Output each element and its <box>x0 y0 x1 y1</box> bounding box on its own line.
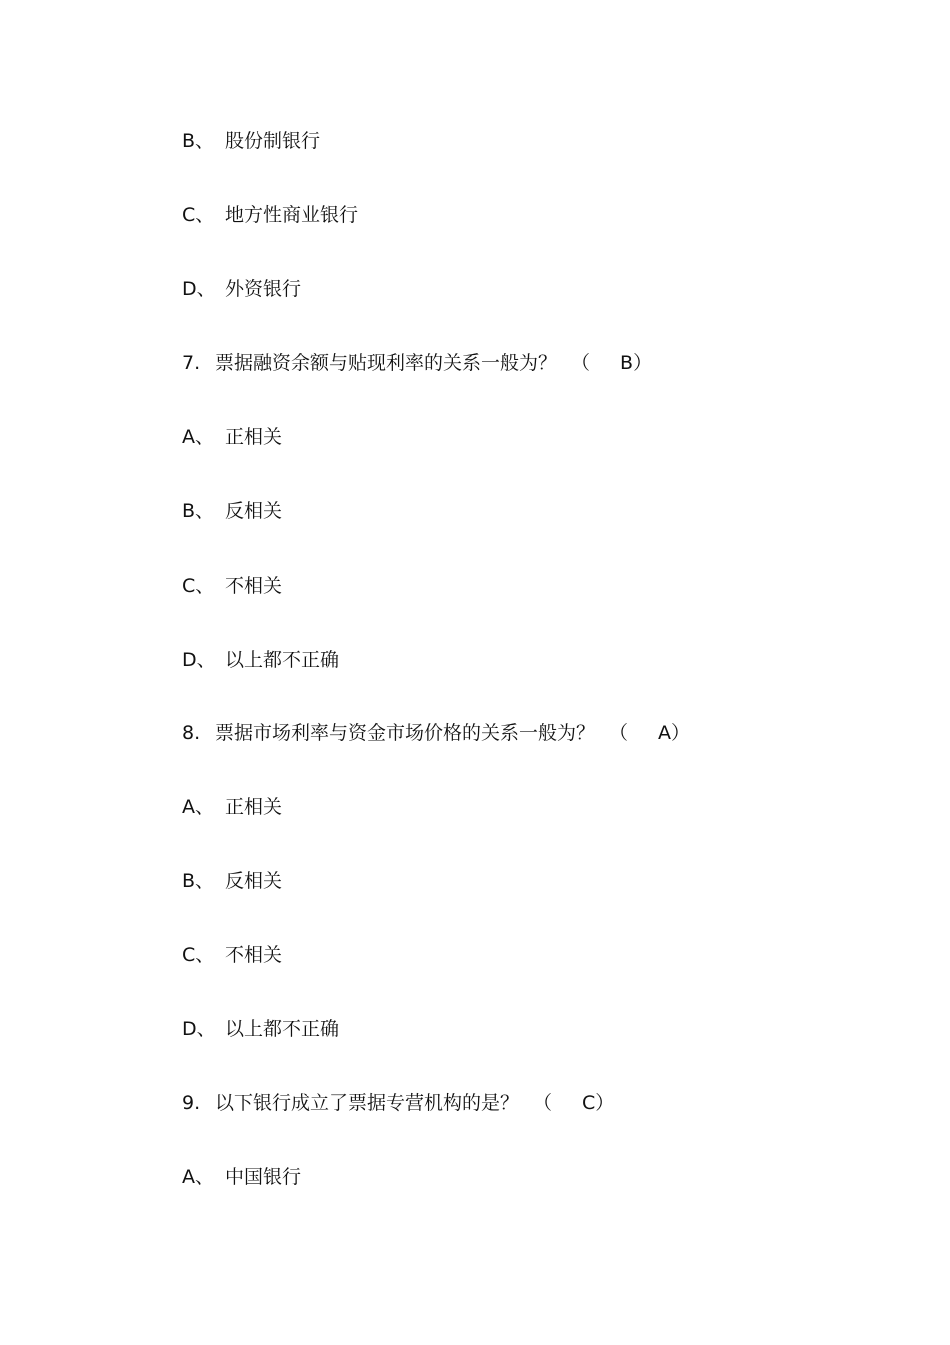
option-text: 以上都不正确 <box>225 1018 340 1040</box>
answer-open-paren: （ <box>609 722 629 744</box>
option-text: 不相关 <box>225 575 283 597</box>
option-text: 不相关 <box>225 944 283 966</box>
option-text: 股份制银行 <box>225 130 321 152</box>
option-text: 外资银行 <box>225 278 302 300</box>
answer-value: C） <box>582 1092 615 1114</box>
option-text: 正相关 <box>225 796 283 818</box>
question-number: 9. <box>182 1092 201 1114</box>
option-text: 以上都不正确 <box>225 649 340 671</box>
question-line <box>182 1090 614 1116</box>
option-text: 中国银行 <box>225 1166 302 1188</box>
answer-open-paren: （ <box>571 352 591 374</box>
option-text: 地方性商业银行 <box>225 204 359 226</box>
option-line <box>182 128 320 154</box>
question-text: 以下银行成立了票据专营机构的是？ <box>215 1092 520 1114</box>
option-letter: C、 <box>182 204 215 226</box>
answer-value: B） <box>620 352 653 374</box>
option-line <box>182 276 301 302</box>
option-letter: B、 <box>182 130 215 152</box>
answer-value: A） <box>658 722 691 744</box>
option-text: 正相关 <box>225 426 283 448</box>
option-letter: D、 <box>182 278 216 300</box>
option-letter: C、 <box>182 944 215 966</box>
question-number: 8. <box>182 722 201 744</box>
option-line <box>182 1164 301 1190</box>
question-text: 票据市场利率与资金市场价格的关系一般为？ <box>215 722 596 744</box>
option-line <box>182 1016 339 1042</box>
option-letter: D、 <box>182 649 216 671</box>
option-letter: B、 <box>182 500 215 522</box>
option-letter: D、 <box>182 1018 216 1040</box>
question-text: 票据融资余额与贴现利率的关系一般为？ <box>215 352 558 374</box>
option-line <box>182 202 358 228</box>
option-line <box>182 868 282 894</box>
option-line <box>182 573 282 599</box>
option-letter: A、 <box>182 1166 214 1188</box>
question-line <box>182 350 652 376</box>
option-line <box>182 794 282 820</box>
option-letter: A、 <box>182 796 214 818</box>
question-number: 7. <box>182 352 201 374</box>
option-line <box>182 424 282 450</box>
option-letter: A、 <box>182 426 214 448</box>
option-letter: B、 <box>182 870 215 892</box>
option-text: 反相关 <box>225 500 283 522</box>
option-line <box>182 498 282 524</box>
option-line <box>182 942 282 968</box>
answer-open-paren: （ <box>533 1092 553 1114</box>
question-line <box>182 720 690 746</box>
option-line <box>182 647 339 673</box>
option-text: 反相关 <box>225 870 283 892</box>
option-letter: C、 <box>182 575 215 597</box>
